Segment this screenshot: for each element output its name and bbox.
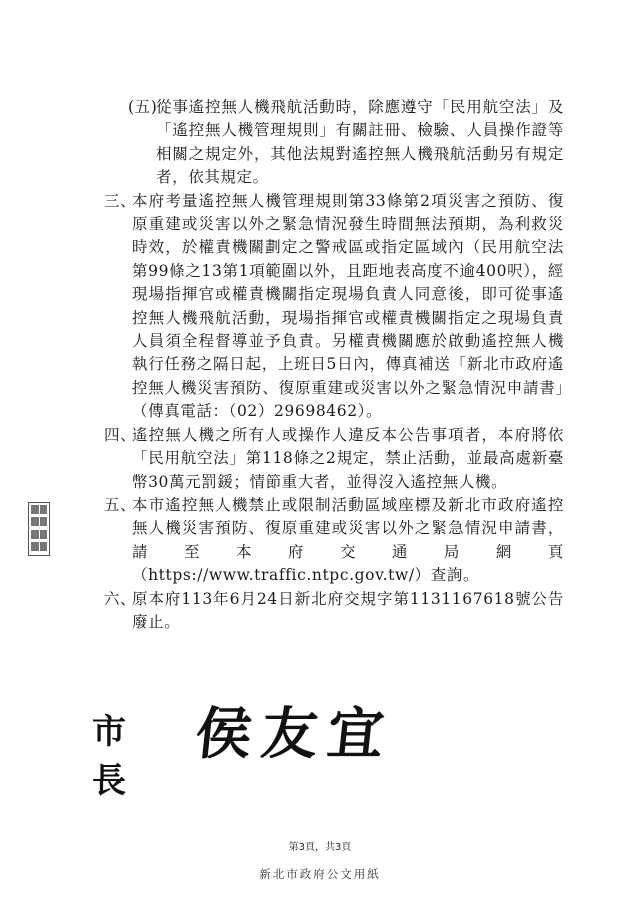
- item-text: 從事遙控無人機飛航活動時，除應遵守「民用航空法」及「遙控無人機管理規則」有關註冊、檢驗、人員操作證等相關之規定外，其他法規對遙控無人機飛航活動另有規定者，依其規定。: [156, 98, 564, 187]
- item-3: [104, 190, 564, 424]
- item-4: [104, 424, 564, 494]
- footer-label: 新北市政府公文用紙: [259, 867, 381, 881]
- mayor-signature: 侯友宜: [192, 702, 397, 767]
- item-text: 遙控無人機之所有人或操作人違反本公告事項者，本府將依「民用航空法」第118條之2規定，禁止活動，並最高處新臺幣30萬元罰鍰；情節重大者，並得沒入遙控無人機。: [132, 425, 564, 491]
- item-marker: 四、: [104, 425, 137, 444]
- signature-title: 市長: [92, 712, 130, 801]
- item-marker: (五): [128, 98, 158, 116]
- sub-item-5: [104, 96, 564, 190]
- item-marker: 五、: [104, 495, 137, 514]
- item-marker: 六、: [104, 589, 137, 608]
- announcement-body: [104, 96, 564, 634]
- item-text: 原本府113年6月24日新北府交規字第1131167618號公告廢止。: [132, 589, 564, 631]
- item-6: [104, 588, 564, 635]
- item-text: 本市遙控無人機禁止或限制活動區域座標及新北市政府遙控無人機災害預防、復原重建或災害以外之緊急情況申請書，請至本府交通局網頁（https://www.traffic.ntpc.gov.tw/）查詢。: [132, 495, 564, 585]
- page-number: 第3頁，共3頁: [288, 842, 352, 853]
- item-text: 本府考量遙控無人機管理規則第33條第2項災害之預防、復原重建或災害以外之緊急情況發生時間無法預期，為利救災時效，於權責機關劃定之警戒區或指定區域內（民用航空法第99條之13第1項範圍以外，且距地表高度不逾400呎），經現場指揮官或權責機關指定現場負責人同意後，即可從事遙控無人機飛航活動，現場指揮官或權責機關指定之現場負責人員須全程督導並予負責。另權責機關應於啟動遙控無人機執行任務之隔日起，上班日5日內，傳真補送「新北市政府遙控無人機災害預防、復原重建或災害以外之緊急情況申請書」（傳真電話：（02）29698462）。: [132, 191, 564, 421]
- item-marker: 三、: [104, 191, 137, 210]
- item-5: [104, 494, 564, 588]
- official-seal-stamp: [28, 502, 50, 556]
